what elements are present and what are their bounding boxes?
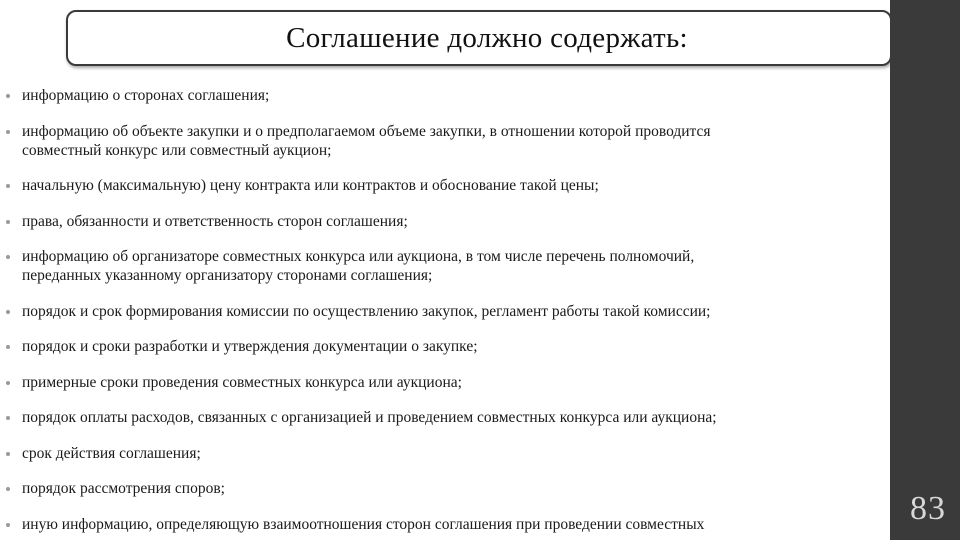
bullet-icon <box>6 487 10 491</box>
list-item-text: информацию об организаторе совместных конкурса или аукциона, в том числе перечень полномочий, переданных указанному организатору сторонами соглашения; <box>22 248 695 284</box>
bullet-icon <box>6 130 10 134</box>
list-item-text: иную информацию, определяющую взаимоотношения сторон соглашения при проведении совместных <box>22 515 705 533</box>
slide-title: Соглашение должно содержать: <box>286 21 688 54</box>
bullet-icon <box>6 310 10 314</box>
list-item-text: порядок и срок формирования комиссии по осуществлению закупок, регламент работы такой комиссии; <box>22 302 711 320</box>
slide-title-box <box>66 10 892 66</box>
page-number: 83 <box>910 490 946 527</box>
bullet-icon <box>6 452 10 456</box>
list-item-text: информацию об объекте закупки и о предполагаемом объеме закупки, в отношении которой проводится совместный конкурс или совместный аукцион; <box>22 122 711 159</box>
bullet-icon <box>6 94 10 98</box>
list-item <box>0 337 960 356</box>
list-item <box>0 176 960 195</box>
list-item <box>0 444 960 463</box>
bullet-icon <box>6 523 10 527</box>
right-sidebar <box>890 0 960 540</box>
list-item <box>0 515 960 534</box>
list-item-text: порядок рассмотрения споров; <box>22 480 225 497</box>
list-item <box>0 373 960 392</box>
list-item <box>0 122 960 160</box>
requirements-list <box>0 86 960 550</box>
list-item-text: права, обязанности и ответственность сторон соглашения; <box>22 212 408 230</box>
list-item-text: информацию о сторонах соглашения; <box>22 87 270 104</box>
list-item <box>0 479 960 498</box>
list-item-text: срок действия соглашения; <box>22 444 201 462</box>
bullet-icon <box>6 381 10 385</box>
bullet-icon <box>6 345 10 349</box>
list-item-text: примерные сроки проведения совместных конкурса или аукциона; <box>22 373 462 391</box>
bullet-icon <box>6 184 10 188</box>
list-item <box>0 408 960 427</box>
bullet-icon <box>6 220 10 224</box>
list-item <box>0 302 960 321</box>
list-item-text: порядок оплаты расходов, связанных с организацией и проведением совместных конкурса или аукциона; <box>22 409 717 426</box>
bullet-icon <box>6 255 10 259</box>
list-item <box>0 212 960 231</box>
list-item-text: начальную (максимальную) цену контракта или контрактов и обоснование такой цены; <box>22 177 599 194</box>
list-item <box>0 247 960 285</box>
bullet-icon <box>6 416 10 420</box>
list-item <box>0 86 960 105</box>
list-item-text: порядок и сроки разработки и утверждения документации о закупке; <box>22 338 478 355</box>
